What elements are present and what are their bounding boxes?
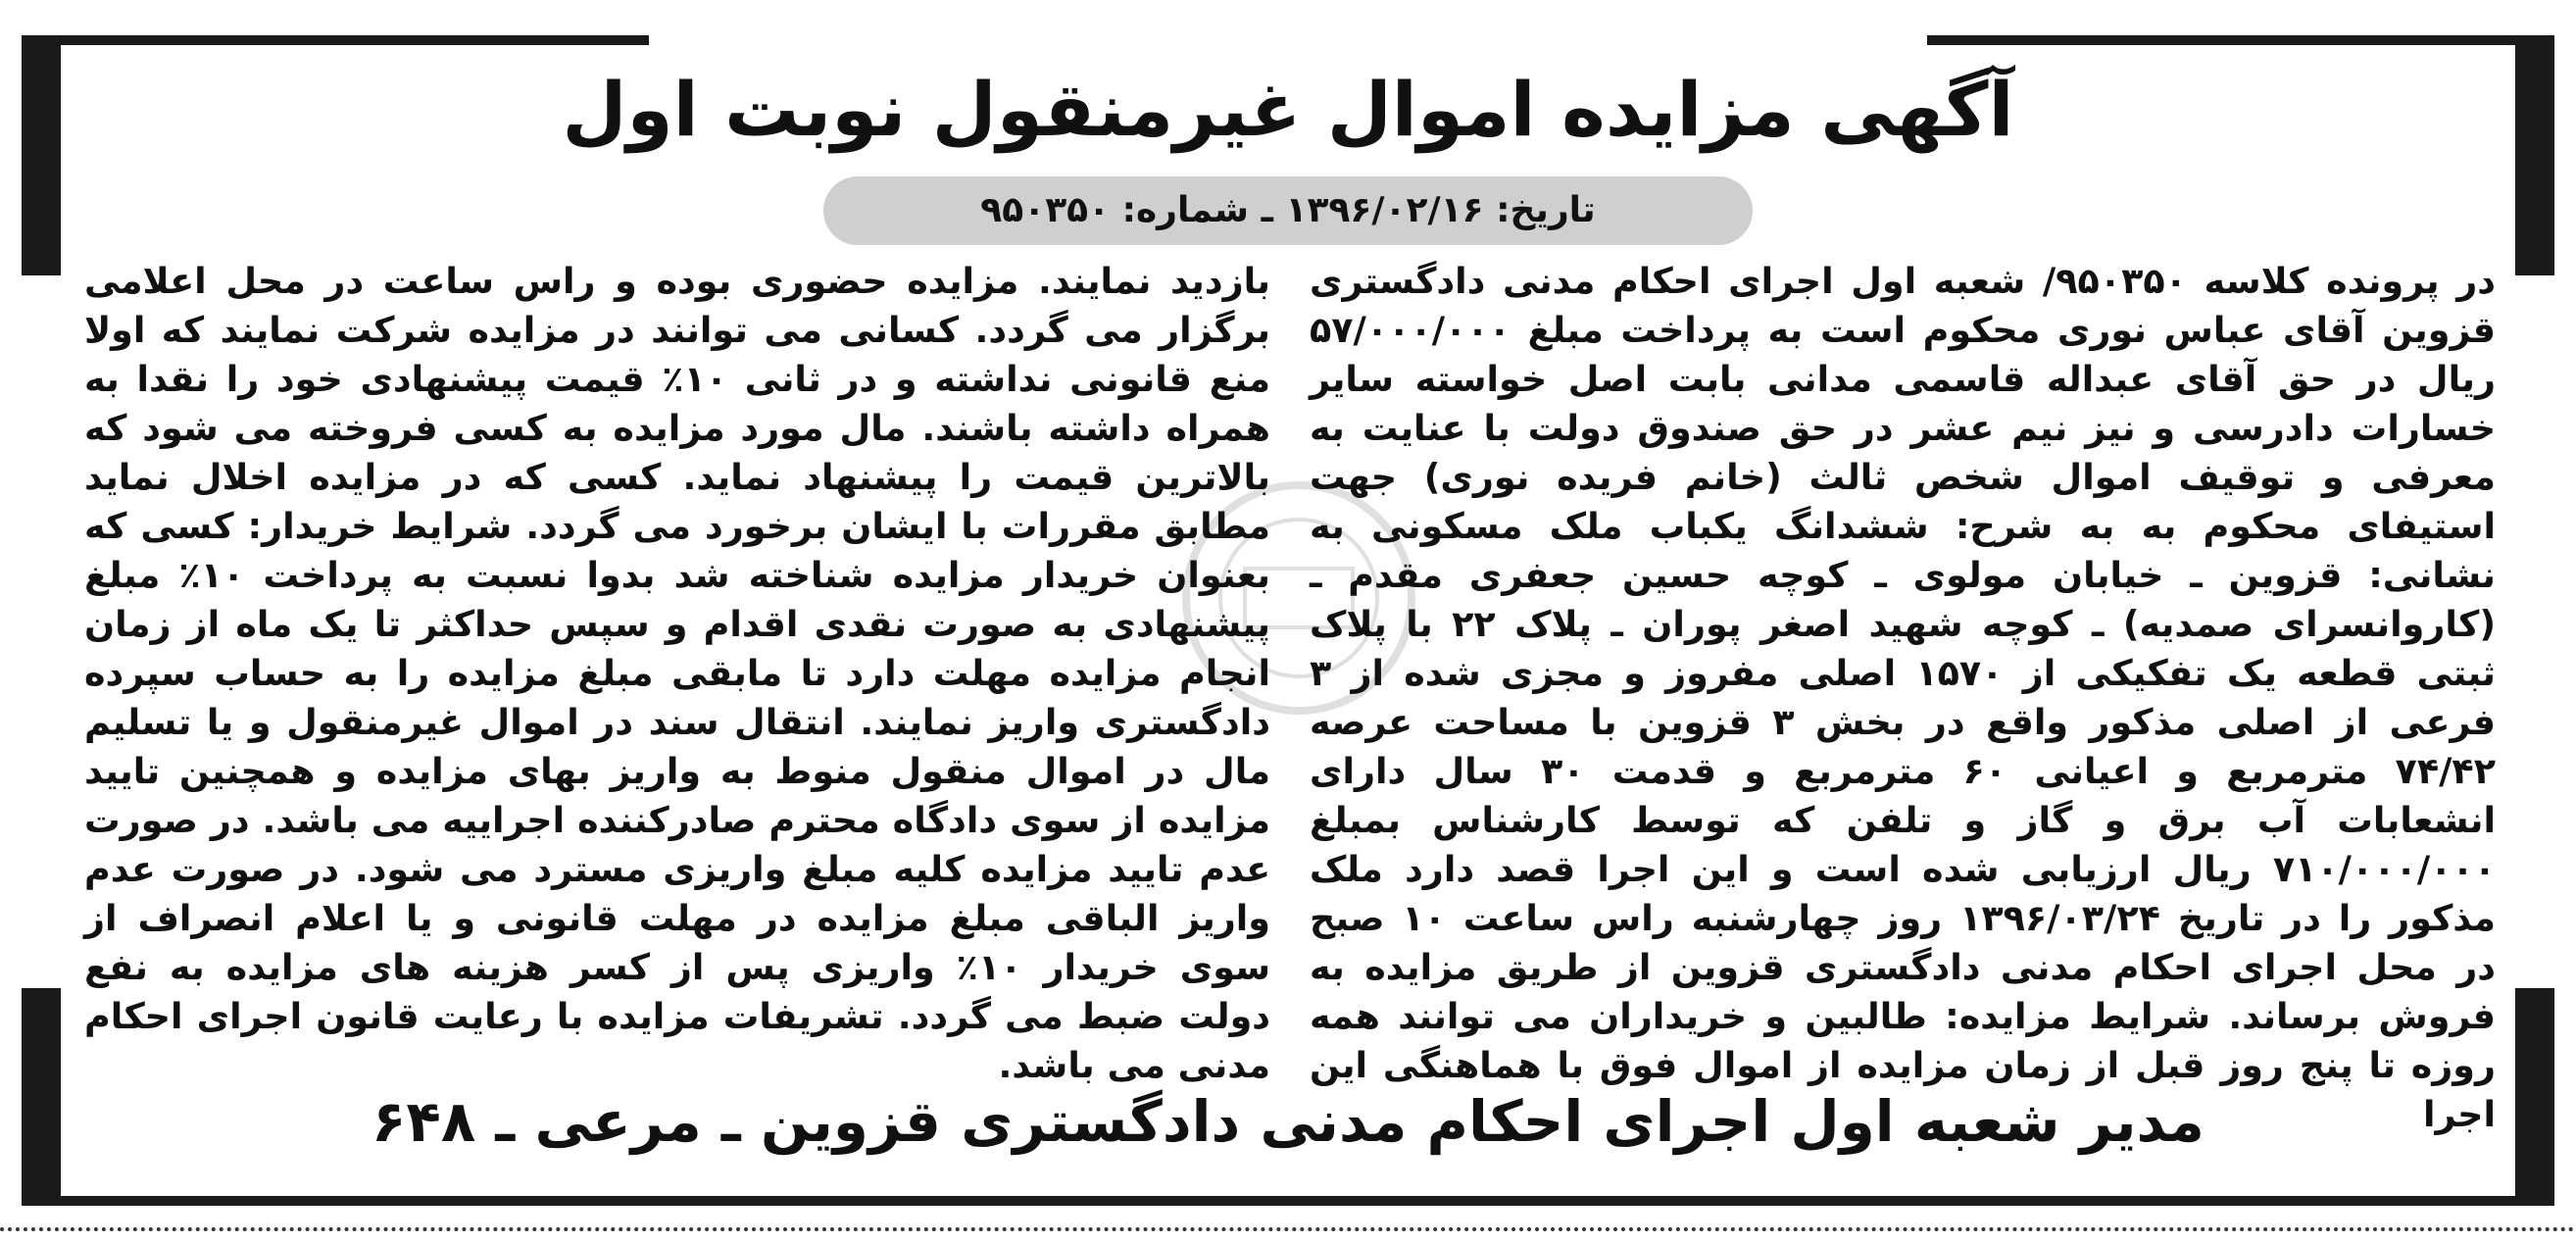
date-number-line: تاریخ: ۱۳۹۶/۰۲/۱۶ ـ شماره: ۹۵۰۳۵۰: [823, 176, 1753, 245]
notice-body-right-column: در پرونده کلاسه ۹۵۰۳۵۰/ شعبه اول اجرای احکام مدنی دادگستری قزوین آقای عباس نوری محکوم است به پرداخت مبلغ ۵۷/۰۰۰/۰۰۰ ریال در حق آقای عبداله قاسمی مدانی بابت اصل خواسته سایر خسارات دادرسی و نیز نیم عشر در حق صندوق دولت با عنایت به معرفی و توقیف اموال شخص ثالث (خانم فریده نوری) جهت استیفای محکوم به به شرح: ششدانگ یکباب ملک مسکونی به نشانی: قزوین ـ خیابان مولوی ـ کوچه حسین جعفری مقدم ـ (کاروانسرای صمدیه) ـ کوچه شهید اصغر پوران ـ پلاک ۲۲ با پلاک ثبتی قطعه یک تفکیکی از ۱۵۷۰ اصلی مفروز و مجزی شده از ۳ فرعی از اصلی مذکور واقع در بخش ۳ قزوین با مساحت عرصه ۷۴/۴۲ مترمربع و اعیانی ۶۰ مترمربع و قدمت ۳۰ سال دارای انشعابات آب برق و گاز و تلفن که توسط کارشناس بمبلغ ۷۱۰/۰۰۰/۰۰۰ ریال ارزیابی شده است و این اجرا قصد دارد ملک مذکور را در تاریخ ۱۳۹۶/۰۳/۲۴ روز چهارشنبه راس ساعت ۱۰ صبح در محل اجرای احکام مدنی دادگستری قزوین از طریق مزایده به فروش برساند. شرایط مزایده: طالبین و خریداران می توانند همه روزه تا پنج روز قبل از زمان مزایده از اموال فوق با هماهنگی این اجرا: [1310, 260, 2496, 1135]
bottom-dotted-separator: [0, 1227, 2576, 1231]
notice-title: آگهی مزایده اموال غیرمنقول نوبت اول: [562, 66, 2014, 153]
frame-right-lower-bar: [2515, 988, 2554, 1206]
frame-top-right-bar: [1927, 35, 2554, 45]
notice-signature: مدیر شعبه اول اجرای احکام مدنی دادگستری قزوین ـ مرعی ـ ۶۴۸: [372, 1088, 2204, 1155]
frame-left-upper-bar: [22, 35, 61, 275]
frame-right-upper-bar: [2515, 35, 2554, 275]
frame-left-lower-bar: [22, 988, 61, 1206]
notice-body-left-column: بازدید نمایند. مزایده حضوری بوده و راس ساعت در محل اعلامی برگزار می گردد. کسانی می توانند در مزایده شرکت نمایند که اولا منع قانونی نداشته و در ثانی ۱۰٪ قیمت پیشنهادی خود را نقدا به همراه داشته باشند. مال مورد مزایده به کسی فروخته می شود که بالاترین قیمت را پیشنهاد نماید. کسی که در مزایده اخلال نماید مطابق مقررات با ایشان برخورد می گردد. شرایط خریدار: کسی که بعنوان خریدار مزایده شناخته شد بدوا نسبت به پرداخت ۱۰٪ مبلغ پیشنهادی به صورت نقدی اقدام و سپس حداکثر تا یک ماه از زمان انجام مزایده مهلت دارد تا مابقی مبلغ مزایده را به حساب سپرده دادگستری واریز نمایند. انتقال سند در اموال غیرمنقول و یا تسلیم مال در اموال منقول منوط به واریز بهای مزایده و همچنین تایید مزایده از سوی دادگاه محترم صادرکننده اجراییه می باشد. در صورت عدم تایید مزایده کلیه مبلغ واریزی مسترد می شود. در صورت عدم واریز الباقی مبلغ مزایده در مهلت قانونی و یا اعلام انصراف از سوی خریدار ۱۰٪ واریزی پس از کسر هزینه های مزایده به نفع دولت ضبط می گردد. تشریفات مزایده با رعایت قانون اجرای احکام مدنی می باشد.: [84, 260, 1270, 1086]
frame-bottom-bar: [22, 1196, 2554, 1206]
frame-top-left-bar: [22, 35, 649, 45]
